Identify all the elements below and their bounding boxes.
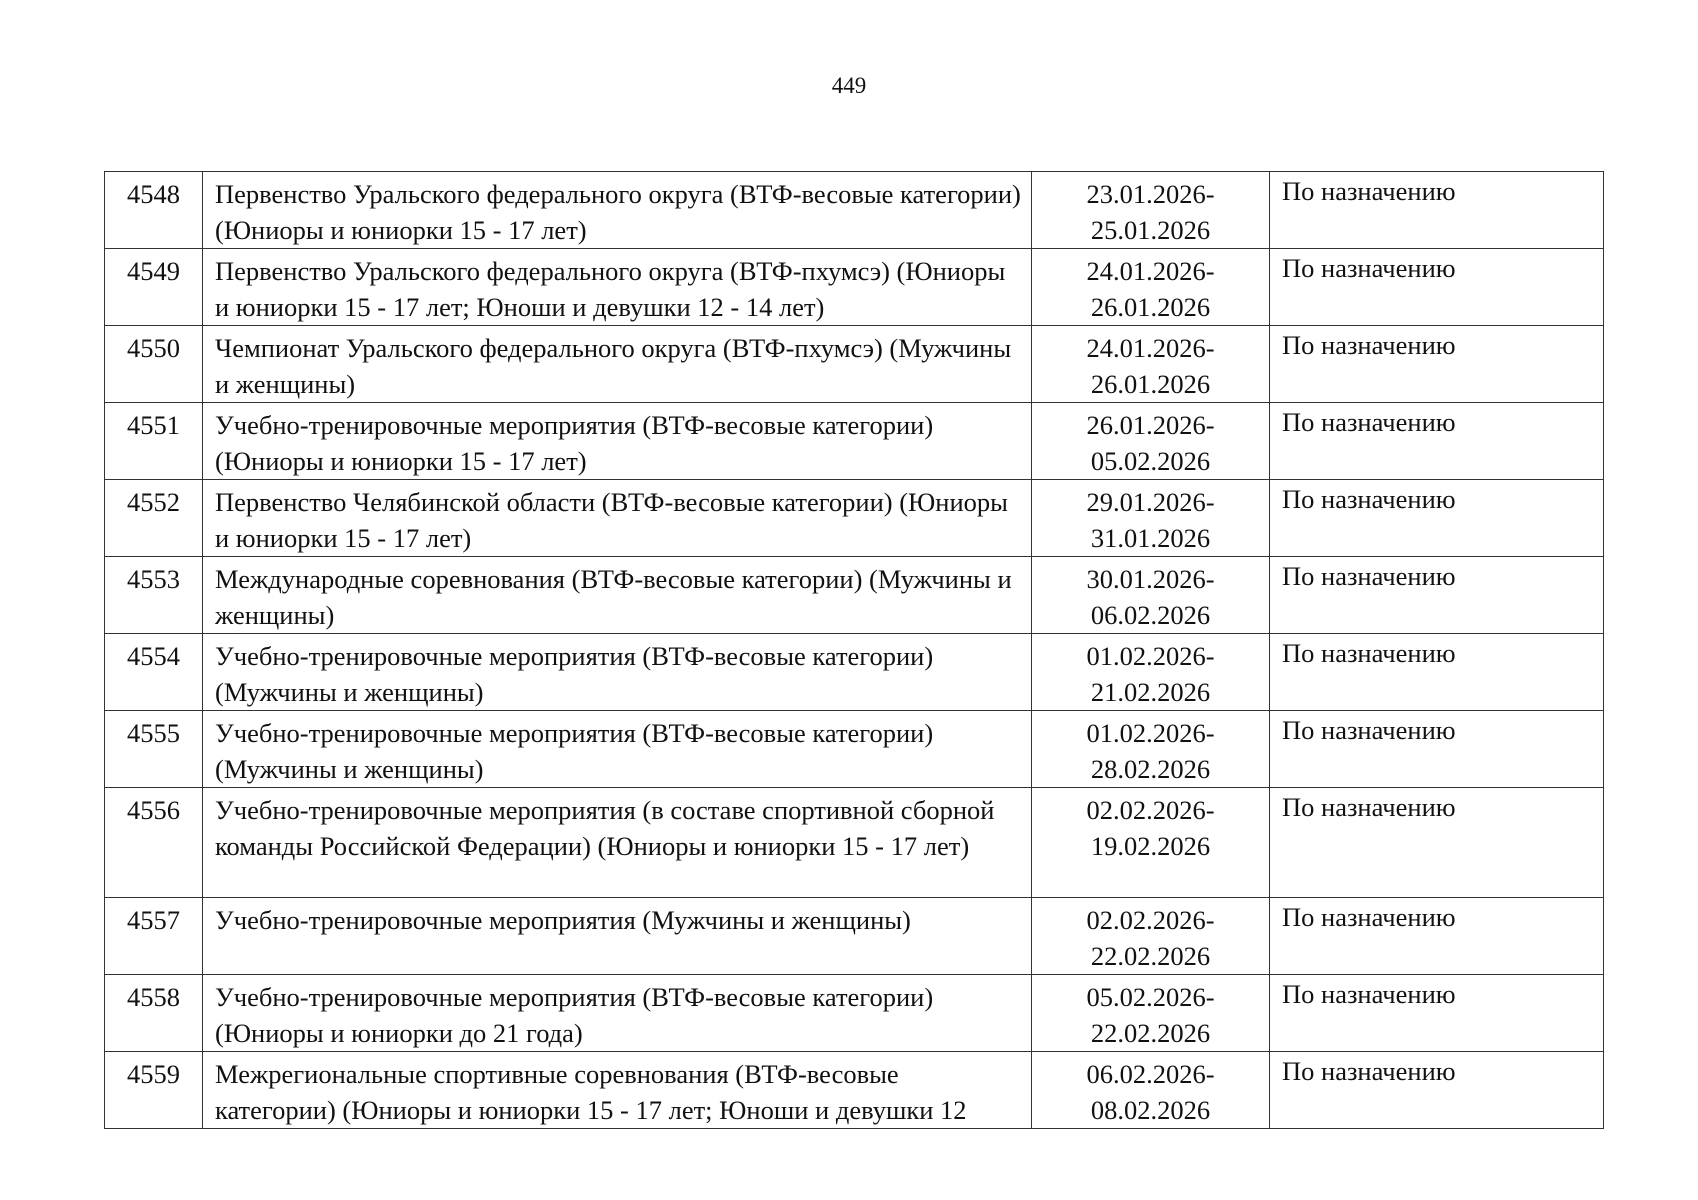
row-number: 4551: [105, 403, 203, 480]
date-end: 22.02.2026: [1090, 1018, 1211, 1048]
row-number: 4554: [105, 634, 203, 711]
date-start: 26.01.2026-: [1086, 410, 1215, 440]
event-responsible: По назначению: [1270, 326, 1604, 403]
date-end: 22.02.2026: [1090, 941, 1211, 971]
event-responsible: По назначению: [1270, 711, 1604, 788]
table-row: [105, 480, 1604, 557]
row-number: 4550: [105, 326, 203, 403]
event-responsible: По назначению: [1270, 249, 1604, 326]
table-row: [105, 898, 1604, 975]
date-end: 05.02.2026: [1090, 446, 1211, 476]
date-start: 23.01.2026-: [1086, 179, 1215, 209]
date-start: 01.02.2026-: [1086, 641, 1215, 671]
date-start: 02.02.2026-: [1086, 905, 1215, 935]
table-row: [105, 172, 1604, 249]
event-title: Первенство Челябинской области (ВТФ-весовые категории) (Юниоры и юниорки 15 - 17 лет): [203, 480, 1032, 557]
event-responsible: По назначению: [1270, 1052, 1604, 1129]
table-row: [105, 634, 1604, 711]
table-row: [105, 249, 1604, 326]
event-dates: [1032, 898, 1270, 975]
date-start: 24.01.2026-: [1086, 333, 1215, 363]
event-dates: [1032, 172, 1270, 249]
event-title: Межрегиональные спортивные соревнования (ВТФ-весовые категории) (Юниоры и юниорки 15 - 17 лет; Юноши и девушки 12: [203, 1052, 1032, 1129]
row-number: 4559: [105, 1052, 203, 1129]
date-start: 02.02.2026-: [1086, 795, 1215, 825]
event-dates: [1032, 975, 1270, 1052]
row-number: 4553: [105, 557, 203, 634]
event-dates: [1032, 326, 1270, 403]
row-number: 4556: [105, 788, 203, 898]
date-start: 01.02.2026-: [1086, 718, 1215, 748]
event-responsible: По назначению: [1270, 480, 1604, 557]
row-number: 4555: [105, 711, 203, 788]
date-end: 19.02.2026: [1090, 831, 1211, 861]
event-dates: [1032, 634, 1270, 711]
event-dates: [1032, 1052, 1270, 1129]
event-responsible: По назначению: [1270, 634, 1604, 711]
event-dates: [1032, 403, 1270, 480]
event-title: Международные соревнования (ВТФ-весовые категории) (Мужчины и женщины): [203, 557, 1032, 634]
event-title: Учебно-тренировочные мероприятия (ВТФ-весовые категории) (Юниоры и юниорки до 21 года): [203, 975, 1032, 1052]
event-dates: [1032, 711, 1270, 788]
events-table: [104, 171, 1604, 1129]
table-row: [105, 788, 1604, 898]
page-number: 449: [831, 73, 867, 98]
event-title: Чемпионат Уральского федерального округа (ВТФ-пхумсэ) (Мужчины и женщины): [203, 326, 1032, 403]
table-row: [105, 557, 1604, 634]
date-end: 06.02.2026: [1090, 600, 1211, 630]
event-title: Учебно-тренировочные мероприятия (ВТФ-весовые категории) (Мужчины и женщины): [203, 711, 1032, 788]
row-number: 4549: [105, 249, 203, 326]
date-start: 29.01.2026-: [1086, 487, 1215, 517]
date-start: 24.01.2026-: [1086, 256, 1215, 286]
table-row: [105, 326, 1604, 403]
date-end: 21.02.2026: [1090, 677, 1211, 707]
event-responsible: По назначению: [1270, 788, 1604, 898]
event-title: Учебно-тренировочные мероприятия (ВТФ-весовые категории) (Мужчины и женщины): [203, 634, 1032, 711]
date-end: 31.01.2026: [1090, 523, 1211, 553]
event-responsible: По назначению: [1270, 975, 1604, 1052]
date-end: 08.02.2026: [1090, 1095, 1211, 1125]
date-start: 05.02.2026-: [1086, 982, 1215, 1012]
row-number: 4552: [105, 480, 203, 557]
event-title: Первенство Уральского федерального округа (ВТФ-пхумсэ) (Юниоры и юниорки 15 - 17 лет; Юноши и девушки 12 - 14 лет): [203, 249, 1032, 326]
table-row: [105, 975, 1604, 1052]
table-row: [105, 403, 1604, 480]
date-end: 28.02.2026: [1090, 754, 1211, 784]
event-title: Первенство Уральского федерального округа (ВТФ-весовые категории) (Юниоры и юниорки 15 - 17 лет): [203, 172, 1032, 249]
event-responsible: По назначению: [1270, 403, 1604, 480]
event-title: Учебно-тренировочные мероприятия (в составе спортивной сборной команды Российской Федерации) (Юниоры и юниорки 15 - 17 лет): [203, 788, 1032, 898]
event-dates: [1032, 480, 1270, 557]
table-row: [105, 711, 1604, 788]
event-responsible: По назначению: [1270, 172, 1604, 249]
event-responsible: По назначению: [1270, 557, 1604, 634]
event-dates: [1032, 788, 1270, 898]
date-start: 30.01.2026-: [1086, 564, 1215, 594]
table-row: [105, 1052, 1604, 1129]
event-dates: [1032, 249, 1270, 326]
date-end: 26.01.2026: [1090, 292, 1211, 322]
row-number: 4557: [105, 898, 203, 975]
date-start: 06.02.2026-: [1086, 1059, 1215, 1089]
event-responsible: По назначению: [1270, 898, 1604, 975]
date-end: 25.01.2026: [1090, 215, 1211, 245]
event-dates: [1032, 557, 1270, 634]
event-title: Учебно-тренировочные мероприятия (ВТФ-весовые категории) (Юниоры и юниорки 15 - 17 лет): [203, 403, 1032, 480]
event-title: Учебно-тренировочные мероприятия (Мужчины и женщины): [203, 898, 1032, 975]
date-end: 26.01.2026: [1090, 369, 1211, 399]
row-number: 4558: [105, 975, 203, 1052]
row-number: 4548: [105, 172, 203, 249]
